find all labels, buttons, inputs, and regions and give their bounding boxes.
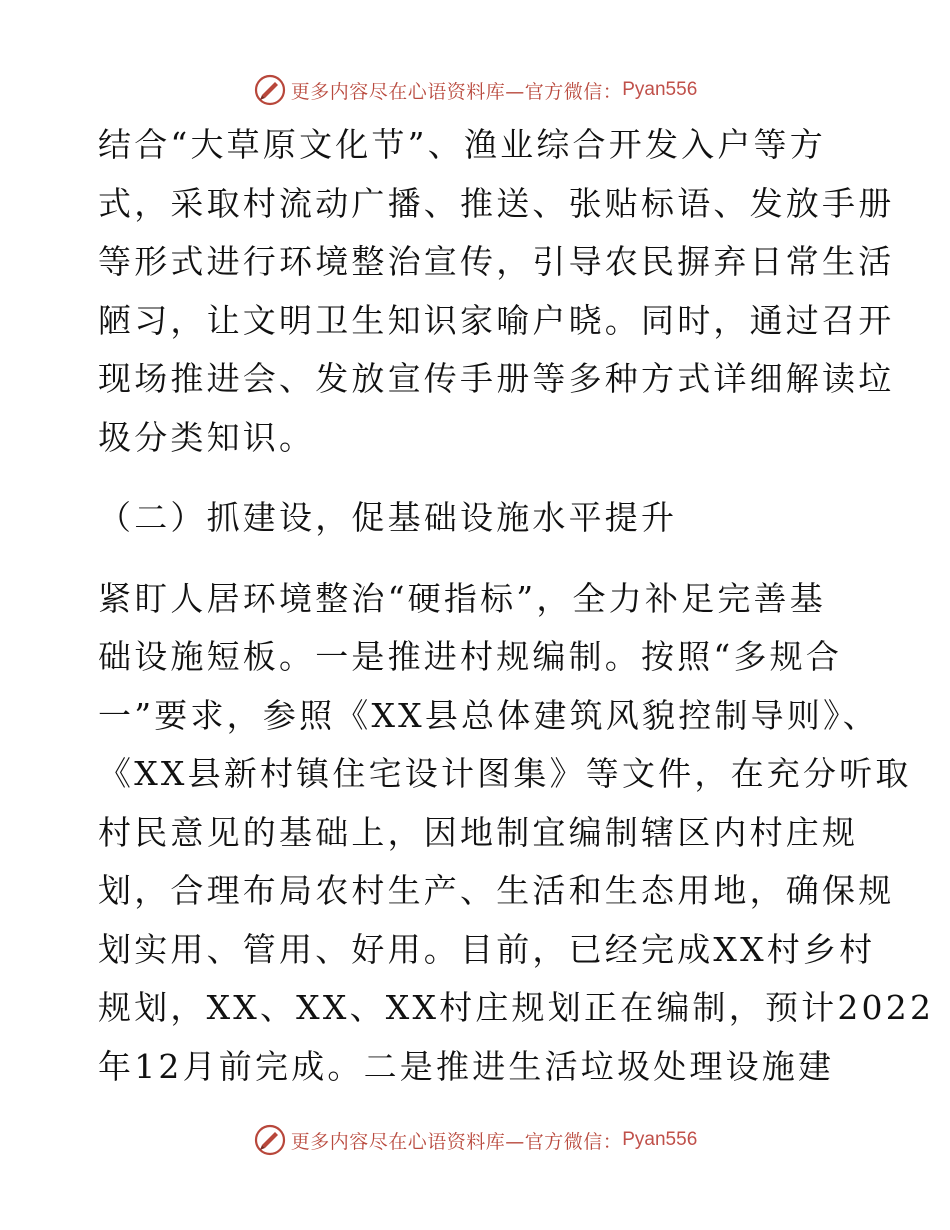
footer-watermark (0, 1122, 950, 1158)
paragraph1-line: 陋习，让文明卫生知识家喻户晓。同时，通过召开 (98, 300, 895, 340)
document-body (98, 116, 935, 1096)
paragraph2-line: 紧盯人居环境整治“硬指标”，全力补足完善基 (98, 578, 826, 618)
watermark-text: 更多内容尽在心语资料库—官方微信： (290, 80, 623, 103)
paragraph2-line: 一”要求，参照《XX县总体建筑风貌控制导则》、 (98, 695, 879, 735)
watermark-wechat-id: Pyan556 (622, 79, 698, 100)
paragraph1-line: 结合“大草原文化节”、渔业综合开发入户等方 (98, 125, 826, 164)
paragraph2-line: 年12月前完成。二是推进生活垃圾处理设施建 (98, 1046, 835, 1086)
paragraph2-line: 村民意见的基础上，因地制宜编制辖区内村庄规 (98, 812, 859, 852)
paragraph2-line: 规划，XX、XX、XX村庄规划正在编制，预计2022 (98, 988, 935, 1027)
paragraph1-line: 现场推进会、发放宣传手册等多种方式详细解读垃 (98, 359, 895, 398)
header-watermark (0, 72, 950, 108)
pen-logo-icon (253, 73, 287, 107)
pen-logo-icon (253, 1123, 287, 1157)
paragraph1-line: 式，采取村流动广播、推送、张贴标语、发放手册 (98, 183, 895, 223)
paragraph1-line: 等形式进行环境整治宣传，引导农民摒弃日常生活 (98, 242, 895, 281)
paragraph2-line: 《XX县新村镇住宅设计图集》等文件，在充分听取 (98, 754, 912, 793)
paragraph2-line: 础设施短板。一是推进村规编制。按照“多规合 (98, 637, 843, 676)
paragraph2-line: 划实用、管用、好用。目前，已经完成XX村乡村 (98, 929, 876, 969)
paragraph1-line: 圾分类知识。 (98, 417, 316, 457)
paragraph2-line: 划，合理布局农村生产、生活和生态用地，确保规 (98, 871, 895, 910)
watermark-wechat-id: Pyan556 (622, 1129, 698, 1150)
section-heading: （二）抓建设，促基础设施水平提升 (98, 498, 678, 537)
watermark-text: 更多内容尽在心语资料库—官方微信： (290, 1130, 623, 1153)
